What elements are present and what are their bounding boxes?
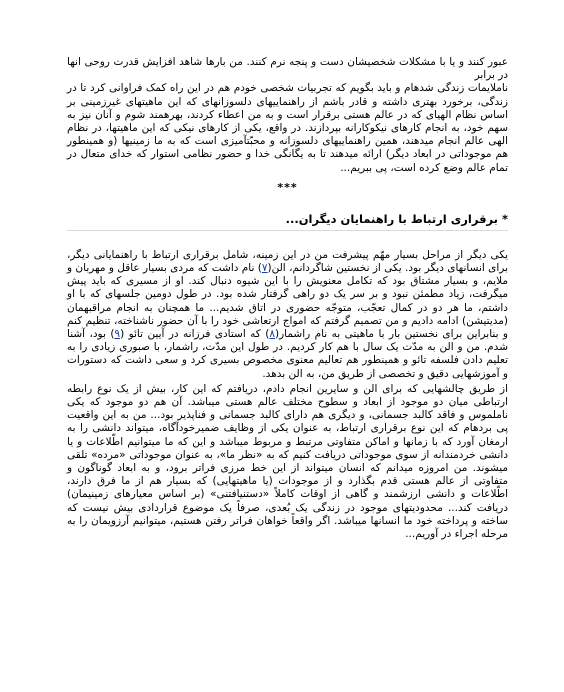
section-paragraph-2: از طریق چالشهایی که برای الن و سایرین انجام دادم، دریافتم که این کار، بیش از یک نوع رابطه ارتباطی میان دو موجود از ابعاد و سطوح مختلف عالم هستی میباشد. آن هم دو موجود که یکی ناملموس و فاقد کالبد جسمانی، و دیگری هم دارای کالبد جسمانی و فناپذیر بود... من به این واقعیت پی بردهام که این نوع برقراری ارتباط، به عنوان یکی از وظایف ضمیرخودآگاه، میتواند دانشی را به ارمغان آورد که با زمانها و اماکن متفاوتی مرتبط و مربوط میباشد و این که ما میتوانیم اطّلاعات و یا دانشی خردمندانه از سوی موجوداتی دریافت کنیم که به «نظر ما»، به عنوان موجوداتی «مرده» تلقی میشوند. من امروزه میدانم که انسان میتواند از این خط مرزی فراتر برود، و به ابعاد گوناگون و متفاوتی از عالم هستی قدم بگذارد و از موجودات (یا ماهیتهایی) که بسیار هم از ما فرق دارند، اطّلاعات و دانشی ارزشمند و گاهی از اوقات کاملاً «دستنیافتنی» (بر اساس معیارهای زمینیمان) دریافت کند... محدودیتهای موجود در زندگی یک بُعدی، صرفاً یک موضوع قراردادی بیش نیست که ساخته و پرداخته خود ما انسانها میباشد. اگر واقعاً خواهان فراتر رفتن هستیم، میتوانیم آرزویمان را به مرحله اجراء در آوریم... [67,382,508,541]
section-heading: * برقراری ارتباط با راهنمایان دیگران... [67,212,508,231]
intro-paragraph-1: عبور کنند و یا با مشکلات شخصیشان دست و پنجه نرم کنند. من بارها شاهد افزایش قدرت روحی انها در برابر [67,56,508,82]
paragraph-text: ) بود، آشنا شدم. من و الن به مدّت یک سال با هم کار کردیم. در طول این مدّت، راشمار، با صبوری زیادی را به تعلیم دادن فلسفه تائو و همینطور هم تعالیم معنوی مخصوص بسیری کرد و سعی داشت که دستورات و آموزشهایی دقیق و تخصصی از طریق من، به الن بدهد. [67,328,508,380]
section-separator: *** [277,180,298,194]
paragraph-text: ) که استادی فرزانه در آیین تائو ( [120,328,270,341]
intro-paragraph-2: ناملایمات زندگی شدهام و باید بگویم که تجربیات شخصی خودم هم در این راه کمک فراوانی کرد تا در زندگی، برخورد بهتری داشته و قادر باشم از راهنماییهای دلسوزانهای که این ماهیتهای غیرزمینی بر اساس نظام الهیای که در عالم هستی برقرار است و به من اعطاء کردند، بهرهمند شوم و آنان نیز به سهم خود، به انجام کارهای نیکوکارانه بپردازند. در واقع، یکی از کارهای نیکی که این ماهیتها، در نظام الهی عالم انجام میدهند، همین راهنماییهای دلسوزانه و محبّتآمیزی است که به ما زمینیها (و همینطور هم موجوداتی در ابعاد دیگر) ارائه میدهند تا به یگانگی خدا و حضور نظامی استوار که خدای متعال در تمام عالم وضع کرده است، پی ببریم... [67,82,508,174]
paragraph-text: یکی دیگر از مراحل بسیار مهّم پیشرفت من در این زمینه، شامل برقراری ارتباط با راهنمایانی دیگر، برای انسانهای دیگر بود. یکی از نخستین شاگردانم، الن( [67,248,509,275]
footnote-link-9[interactable]: ۹ [114,328,121,341]
section-paragraph-1 [67,249,508,381]
paragraph-text: ) نام داشت که مردی بسیار عاقل و مهربان و ملایم، و بسیار مشتاق بود که تکامل معنویش را با این شیوه دنبال کند. او از مسیری که باید پیش میگرفت، زیاد مطمئن نبود و بر سر یک دو راهی گرفتار شده بود. در طول دومین جلسهای که با او داشتم، ما هر دو در کمال تعجّب، متوجّه حضوری در اتاق شدیم... ما همچنان به انجام مراقبهمان (مدیتیشن) ادامه دادیم و من تصمیم گرفتم که امواج ارتعاشی خود را با آن حضور ناشناخته، تنظیم کنم و بنابراین برای نخستین بار با ماهیتی به نام راشمار( [67,262,508,341]
footnote-link-8[interactable]: ۸ [269,328,275,341]
footnote-link-7[interactable]: ۷ [261,262,268,275]
